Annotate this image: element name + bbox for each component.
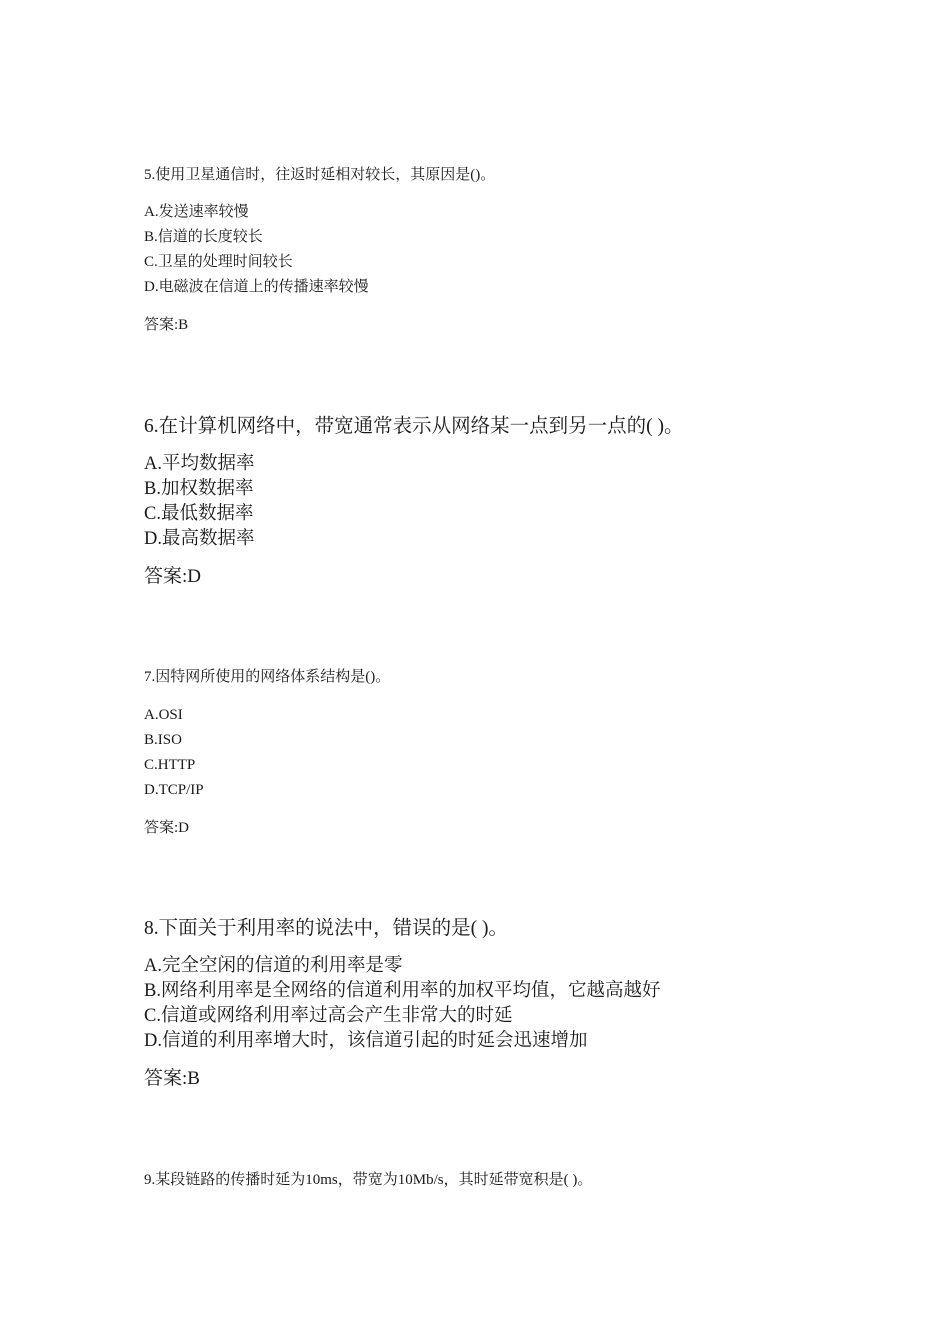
- option-b: B.ISO: [144, 732, 182, 748]
- option-b: B.信道的长度较长: [144, 229, 263, 245]
- answer-text: 答案:B: [144, 1068, 200, 1089]
- option-c: C.卫星的处理时间较长: [144, 254, 293, 270]
- option-d: D.TCP/IP: [144, 782, 204, 798]
- option-list: [144, 703, 844, 803]
- answer-text: 答案:D: [144, 820, 190, 836]
- question-8: [144, 916, 844, 1091]
- option-a: A.OSI: [144, 707, 183, 723]
- option-a: A.平均数据率: [144, 454, 255, 474]
- option-d: D.最高数据率: [144, 529, 255, 549]
- option-b: B.加权数据率: [144, 479, 254, 499]
- question-stem: 6.在计算机网络中，带宽通常表示从网络某一点到另一点的( )。: [144, 416, 684, 437]
- question-stem: 8.下面关于利用率的说法中，错误的是( )。: [144, 918, 508, 939]
- option-c: C.信道或网络利用率过高会产生非常大的时延: [144, 1006, 513, 1026]
- answer-text: 答案:D: [144, 566, 202, 587]
- option-c: C.HTTP: [144, 757, 196, 773]
- question-stem: 9.某段链路的传播时延为10ms，带宽为10Mb/s，其时延带宽积是( )。: [144, 1172, 593, 1188]
- question-7: [144, 667, 844, 838]
- option-b: B.网络利用率是全网络的信道利用率的加权平均值，它越高越好: [144, 981, 661, 1001]
- option-c: C.最低数据率: [144, 504, 254, 524]
- question-6: [144, 414, 844, 589]
- answer-text: 答案:B: [144, 317, 189, 333]
- option-d: D.电磁波在信道上的传播速率较慢: [144, 279, 369, 295]
- question-stem: 7.因特网所使用的网络体系结构是()。: [144, 669, 391, 685]
- question-stem: 5.使用卫星通信时，往返时延相对较长，其原因是()。: [144, 167, 496, 183]
- option-list: [144, 954, 844, 1054]
- question-9: [144, 1170, 844, 1190]
- option-list: [144, 200, 844, 300]
- option-a: A.完全空闲的信道的利用率是零: [144, 956, 403, 976]
- option-list: [144, 452, 844, 552]
- option-a: A.发送速率较慢: [144, 204, 249, 220]
- question-5: [144, 165, 844, 335]
- option-d: D.信道的利用率增大时，该信道引起的时延会迅速增加: [144, 1031, 588, 1051]
